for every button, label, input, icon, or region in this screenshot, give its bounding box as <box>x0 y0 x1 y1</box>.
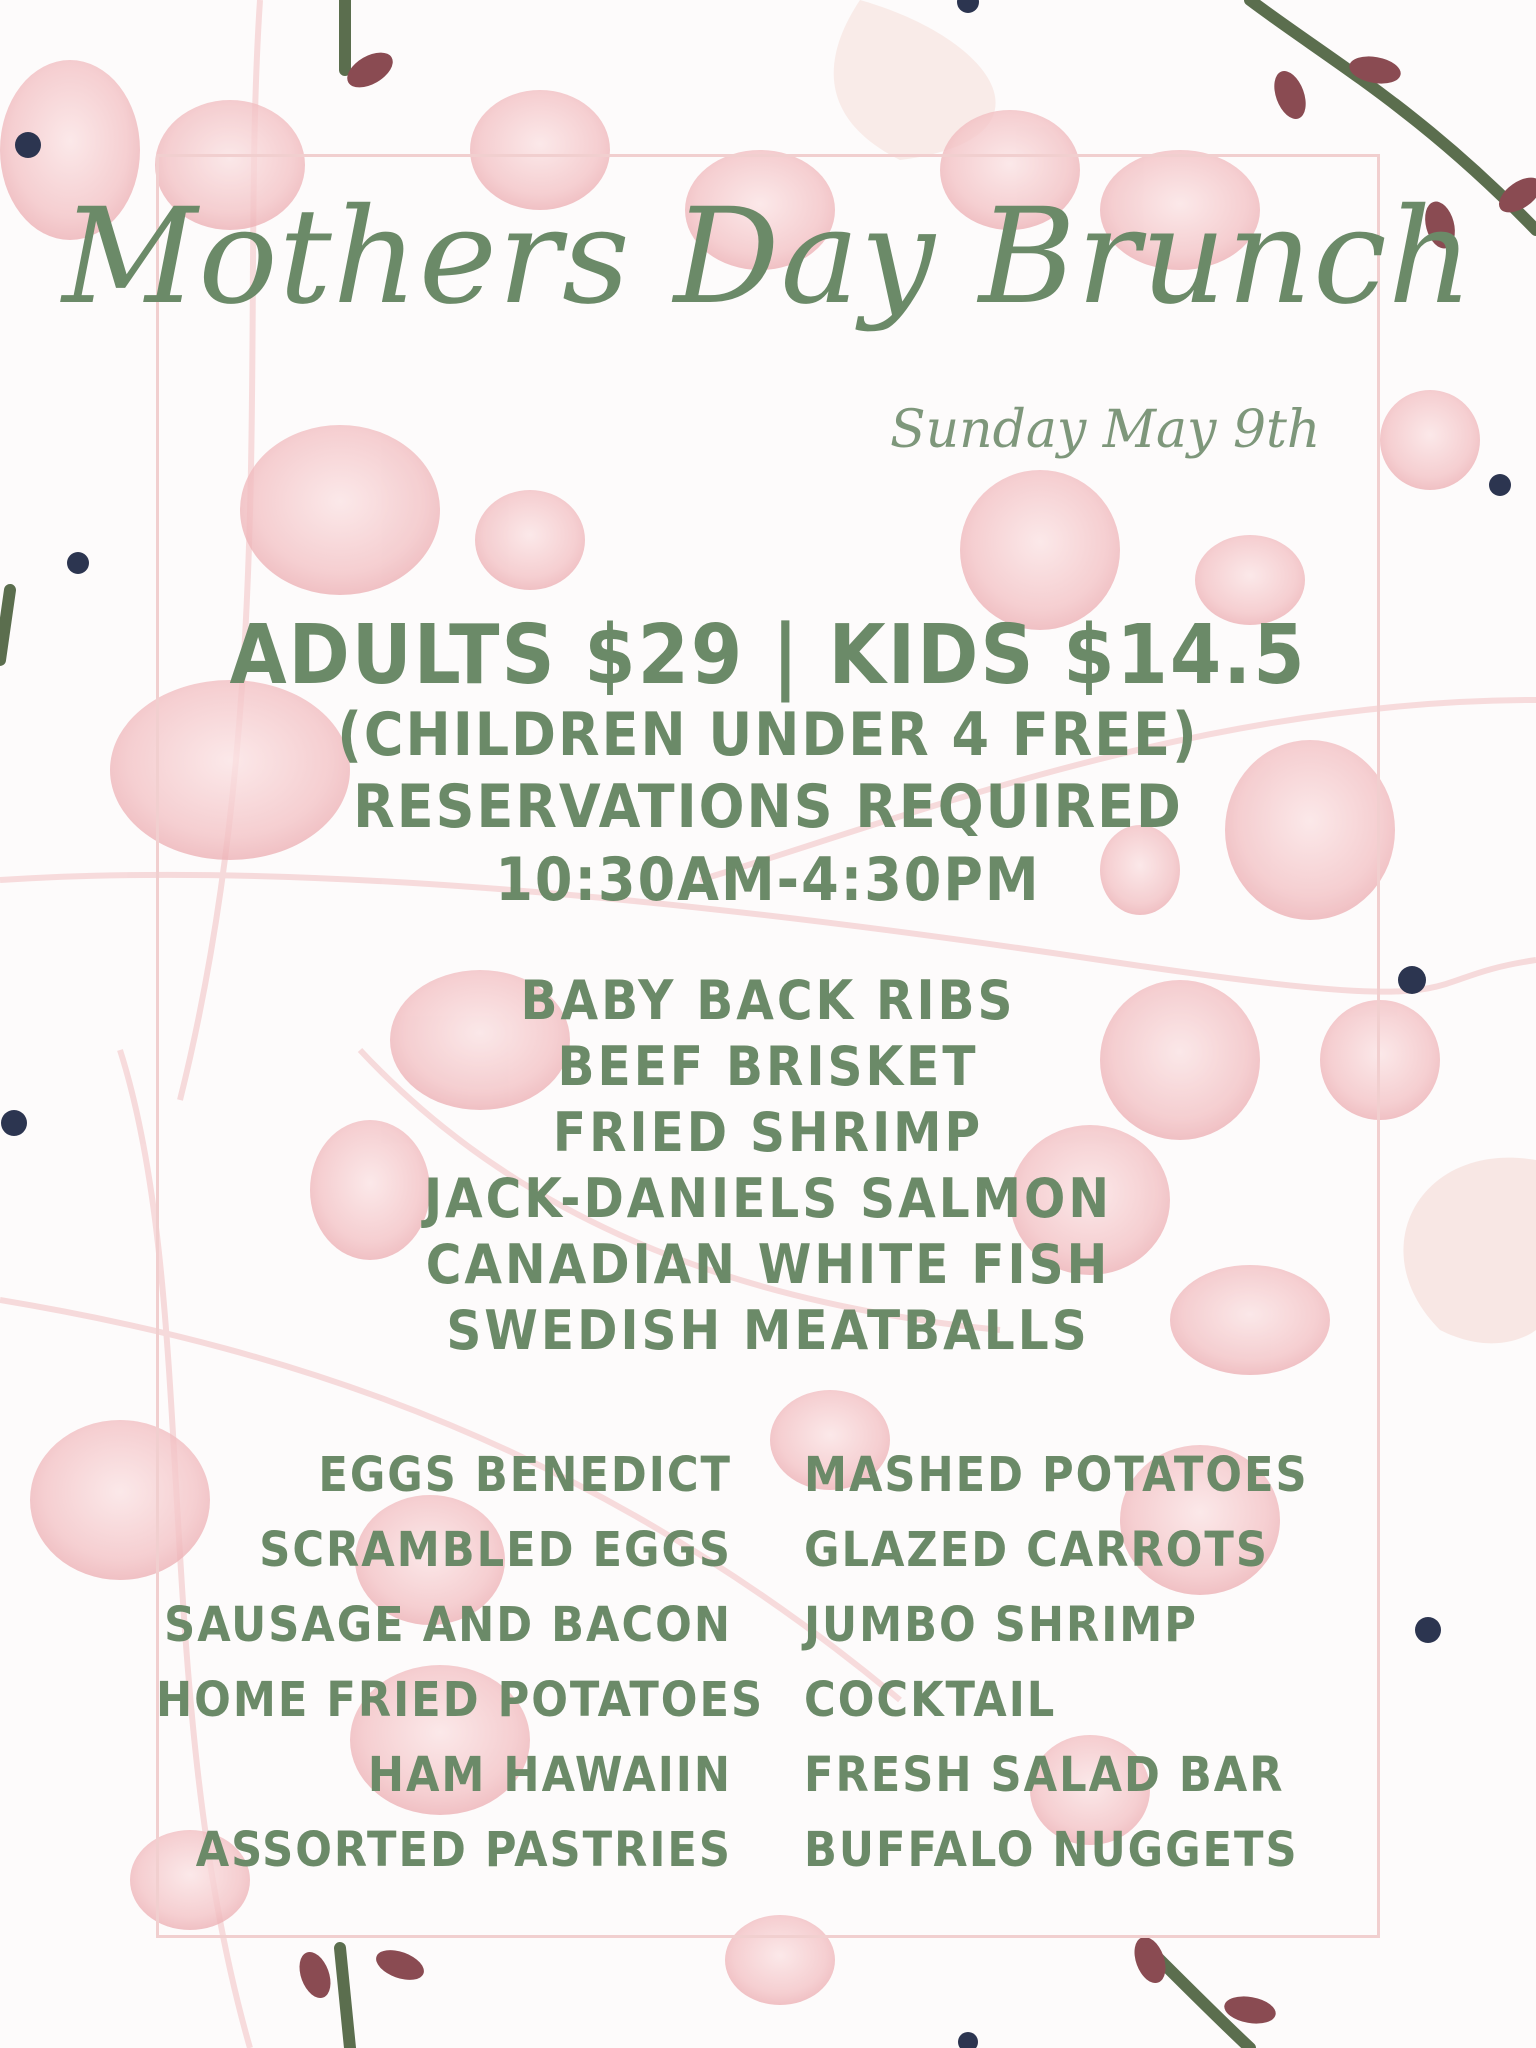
list-item: JACK-DANIELS SALMON <box>424 1167 1112 1230</box>
bud <box>1268 67 1311 124</box>
list-item: GLAZED CARROTS <box>804 1522 1269 1578</box>
dot <box>1415 1617 1441 1643</box>
petal <box>1380 390 1480 490</box>
reservations-note: RESERVATIONS REQUIRED <box>353 772 1183 842</box>
poster-title: Mothers Day Brunch <box>62 180 1474 334</box>
dot <box>67 552 89 574</box>
dot <box>15 132 41 158</box>
children-note: (CHILDREN UNDER 4 FREE) <box>337 700 1199 770</box>
bud <box>372 1944 428 1986</box>
dot <box>1489 474 1511 496</box>
list-item: SWEDISH MEATBALLS <box>446 1299 1090 1362</box>
list-item: COCKTAIL <box>804 1672 1057 1728</box>
bud <box>294 1948 337 2003</box>
list-item: BABY BACK RIBS <box>520 969 1016 1032</box>
branch <box>340 1948 350 2048</box>
dot <box>957 0 979 13</box>
list-item: FRESH SALAD BAR <box>804 1747 1285 1803</box>
main-dishes-list <box>0 968 1536 1364</box>
hours: 10:30AM-4:30PM <box>495 845 1041 915</box>
list-item: SCRAMBLED EGGS <box>259 1522 732 1578</box>
list-item: JUMBO SHRIMP <box>804 1597 1198 1653</box>
list-item: FRIED SHRIMP <box>552 1101 984 1164</box>
list-item: BEEF BRISKET <box>557 1035 979 1098</box>
list-item: HOME FRIED POTATOES <box>156 1672 765 1728</box>
right-menu-column <box>804 1438 1344 1888</box>
list-item: EGGS BENEDICT <box>318 1447 732 1503</box>
list-item: CANADIAN WHITE FISH <box>425 1233 1111 1296</box>
event-date: Sunday May 9th <box>890 400 1321 460</box>
list-item: SAUSAGE AND BACON <box>164 1597 732 1653</box>
list-item: BUFFALO NUGGETS <box>804 1822 1299 1878</box>
list-item: ASSORTED PASTRIES <box>195 1822 732 1878</box>
list-item: HAM HAWAIIN <box>367 1747 732 1803</box>
dot <box>958 2032 978 2048</box>
price-line: ADULTS $29 | KIDS $14.5 <box>229 608 1307 703</box>
list-item: MASHED POTATOES <box>804 1447 1309 1503</box>
left-menu-column <box>156 1438 765 1888</box>
